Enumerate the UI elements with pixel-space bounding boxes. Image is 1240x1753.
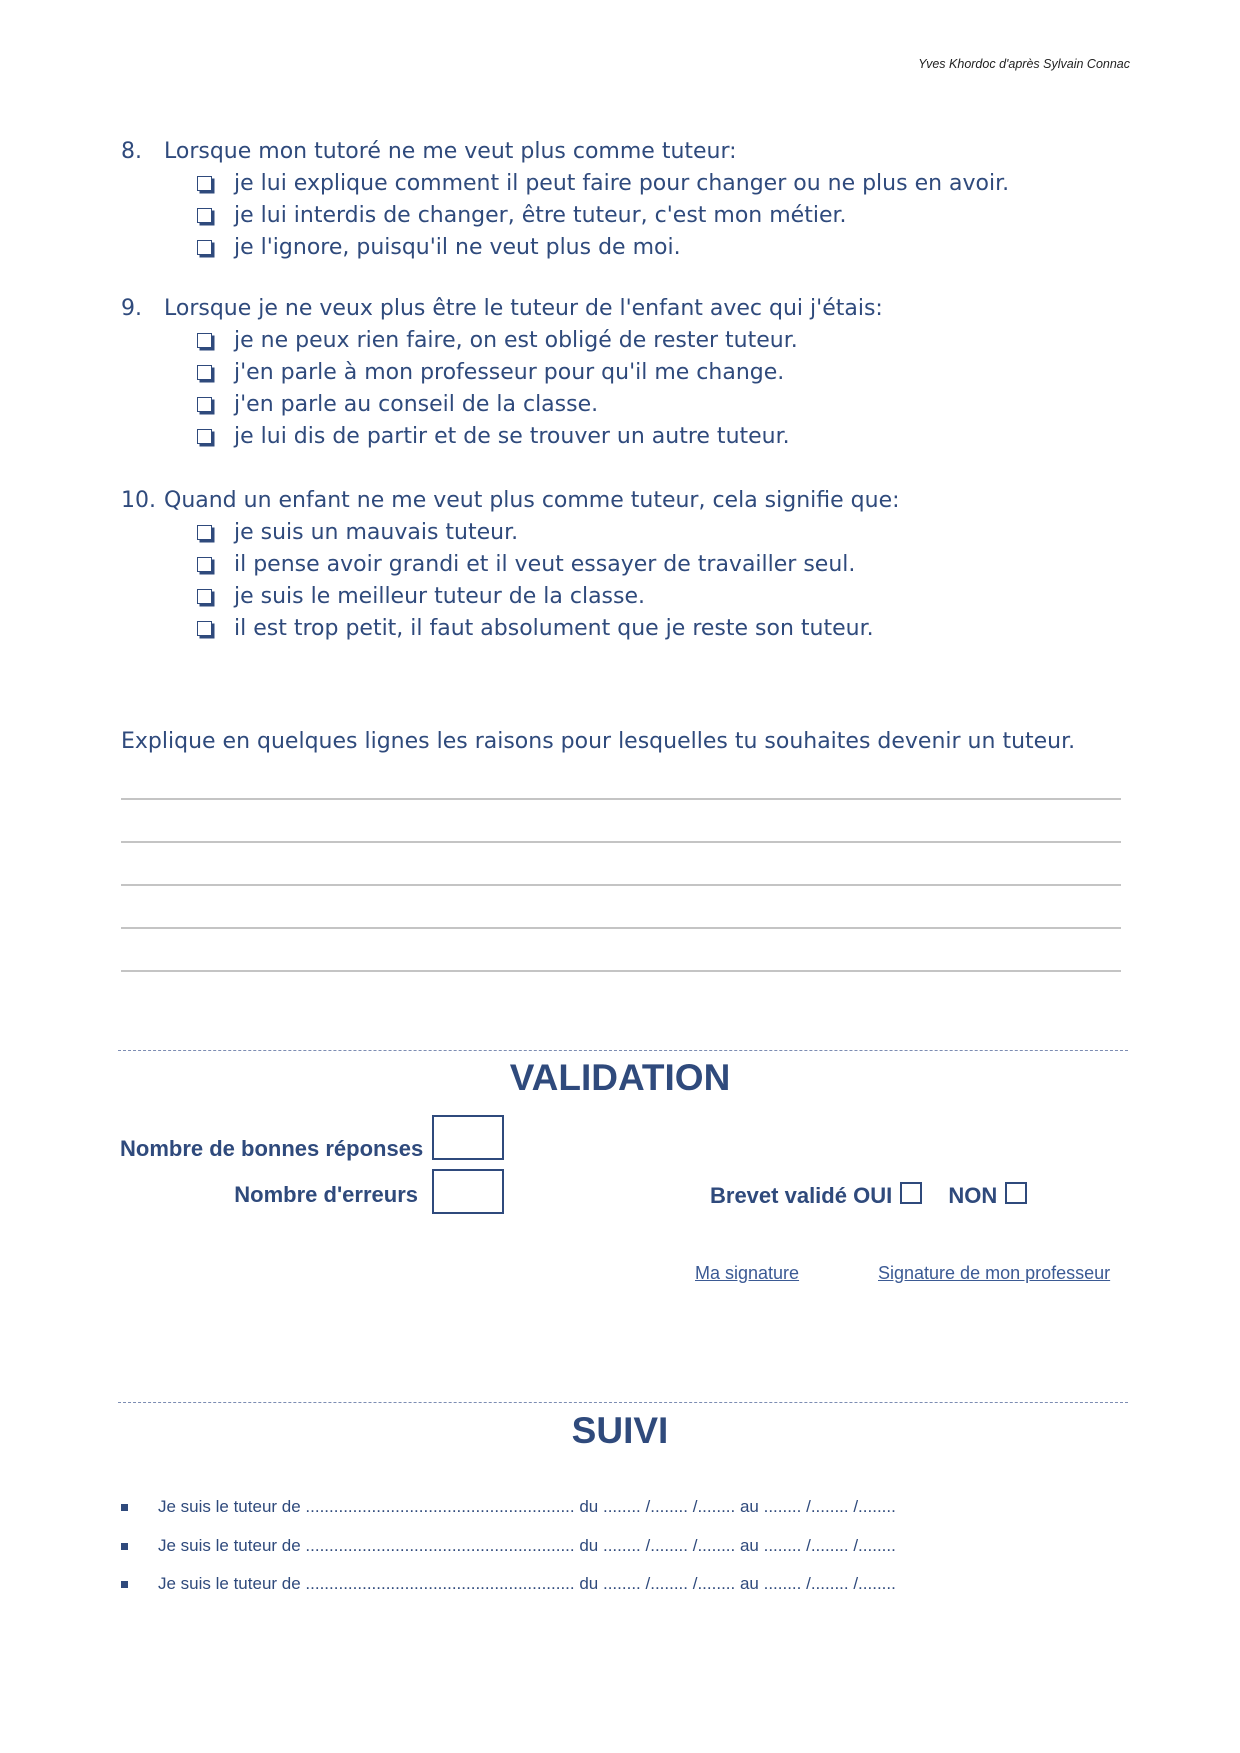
question-10 [121,485,1131,645]
tutor-record-text: Je suis le tuteur de ......................................................... du ........ /........ /........ au ........ /........ /........ [158,1497,896,1516]
writing-line[interactable] [121,927,1121,929]
checkbox-icon[interactable] [197,621,212,636]
brevet-oui-label: Brevet validé OUI [710,1183,893,1208]
brevet-non-label: NON [948,1183,998,1208]
option-label: je lui dis de partir et de se trouver un autre tuteur. [234,424,790,449]
option-label: je l'ignore, puisqu'il ne veut plus de moi. [234,235,681,260]
author-credit: Yves Khordoc d'après Sylvain Connac [918,57,1130,71]
option-label: je ne peux rien faire, on est obligé de rester tuteur. [234,328,798,353]
validation-title: VALIDATION [509,1057,731,1098]
answer-option[interactable] [197,200,1131,232]
teacher-signature-field[interactable]: Signature de mon professeur [878,1263,1111,1283]
answer-option[interactable] [197,389,1131,421]
non-checkbox[interactable] [1005,1182,1027,1204]
answer-option[interactable] [197,549,1131,581]
oui-checkbox[interactable] [900,1182,922,1204]
question-number: 10. [121,488,156,513]
checkbox-icon[interactable] [197,397,212,412]
bullet-icon [121,1504,128,1511]
section-divider [118,1050,1128,1051]
option-label: je suis le meilleur tuteur de la classe. [234,584,646,609]
section-divider [118,1402,1128,1403]
option-label: il pense avoir grandi et il veut essayer de travailler seul. [234,552,856,577]
answer-option[interactable] [197,613,1131,645]
option-label: j'en parle à mon professeur pour qu'il me change. [234,360,785,385]
good-answers-label: Nombre de bonnes réponses [120,1136,424,1161]
tutor-record-row[interactable] [121,1497,896,1517]
checkbox-icon[interactable] [197,429,212,444]
checkbox-icon[interactable] [197,240,212,255]
brevet-validation [710,1182,1027,1209]
option-label: je suis un mauvais tuteur. [234,520,519,545]
suivi-title: SUIVI [571,1410,669,1451]
option-label: il est trop petit, il faut absolument que je reste son tuteur. [234,616,874,641]
question-number: 9. [121,296,142,321]
question-text: Lorsque mon tutoré ne me veut plus comme tuteur: [164,139,737,164]
question-text: Quand un enfant ne me veut plus comme tuteur, cela signifie que: [164,488,900,513]
writing-line[interactable] [121,841,1121,843]
answer-option[interactable] [197,232,1131,264]
writing-line[interactable] [121,798,1121,800]
option-label: je lui explique comment il peut faire pour changer ou ne plus en avoir. [234,171,1010,196]
answer-option[interactable] [197,168,1131,200]
tutor-record-text: Je suis le tuteur de ......................................................... du ........ /........ /........ au ........ /........ /........ [158,1574,896,1593]
answer-option[interactable] [197,581,1131,613]
tutor-record-text: Je suis le tuteur de ......................................................... du ........ /........ /........ au ........ /........ /........ [158,1536,896,1555]
answer-option[interactable] [197,421,1131,453]
question-8 [121,136,1131,264]
answer-option[interactable] [197,325,1131,357]
explain-prompt: Explique en quelques lignes les raisons pour lesquelles tu souhaites devenir un tuteur. [121,729,1076,754]
checkbox-icon[interactable] [197,525,212,540]
answer-option[interactable] [197,517,1131,549]
checkbox-icon[interactable] [197,208,212,223]
my-signature-field[interactable]: Ma signature [695,1263,800,1283]
good-answers-box[interactable] [432,1115,504,1160]
option-label: j'en parle au conseil de la classe. [234,392,599,417]
bullet-icon [121,1543,128,1550]
checkbox-icon[interactable] [197,365,212,380]
writing-line[interactable] [121,884,1121,886]
question-9 [121,293,1131,453]
errors-box[interactable] [432,1169,504,1214]
question-text: Lorsque je ne veux plus être le tuteur de l'enfant avec qui j'étais: [164,296,883,321]
checkbox-icon[interactable] [197,333,212,348]
answer-options [121,325,1131,453]
writing-line[interactable] [121,970,1121,972]
tutor-record-row[interactable] [121,1536,896,1556]
answer-option[interactable] [197,357,1131,389]
bullet-icon [121,1581,128,1588]
answer-options [121,168,1131,264]
question-number: 8. [121,139,142,164]
checkbox-icon[interactable] [197,557,212,572]
option-label: je lui interdis de changer, être tuteur, c'est mon métier. [234,203,847,228]
checkbox-icon[interactable] [197,589,212,604]
errors-label: Nombre d'erreurs [234,1182,418,1207]
checkbox-icon[interactable] [197,176,212,191]
tutor-record-row[interactable] [121,1574,896,1594]
answer-options [121,517,1131,645]
